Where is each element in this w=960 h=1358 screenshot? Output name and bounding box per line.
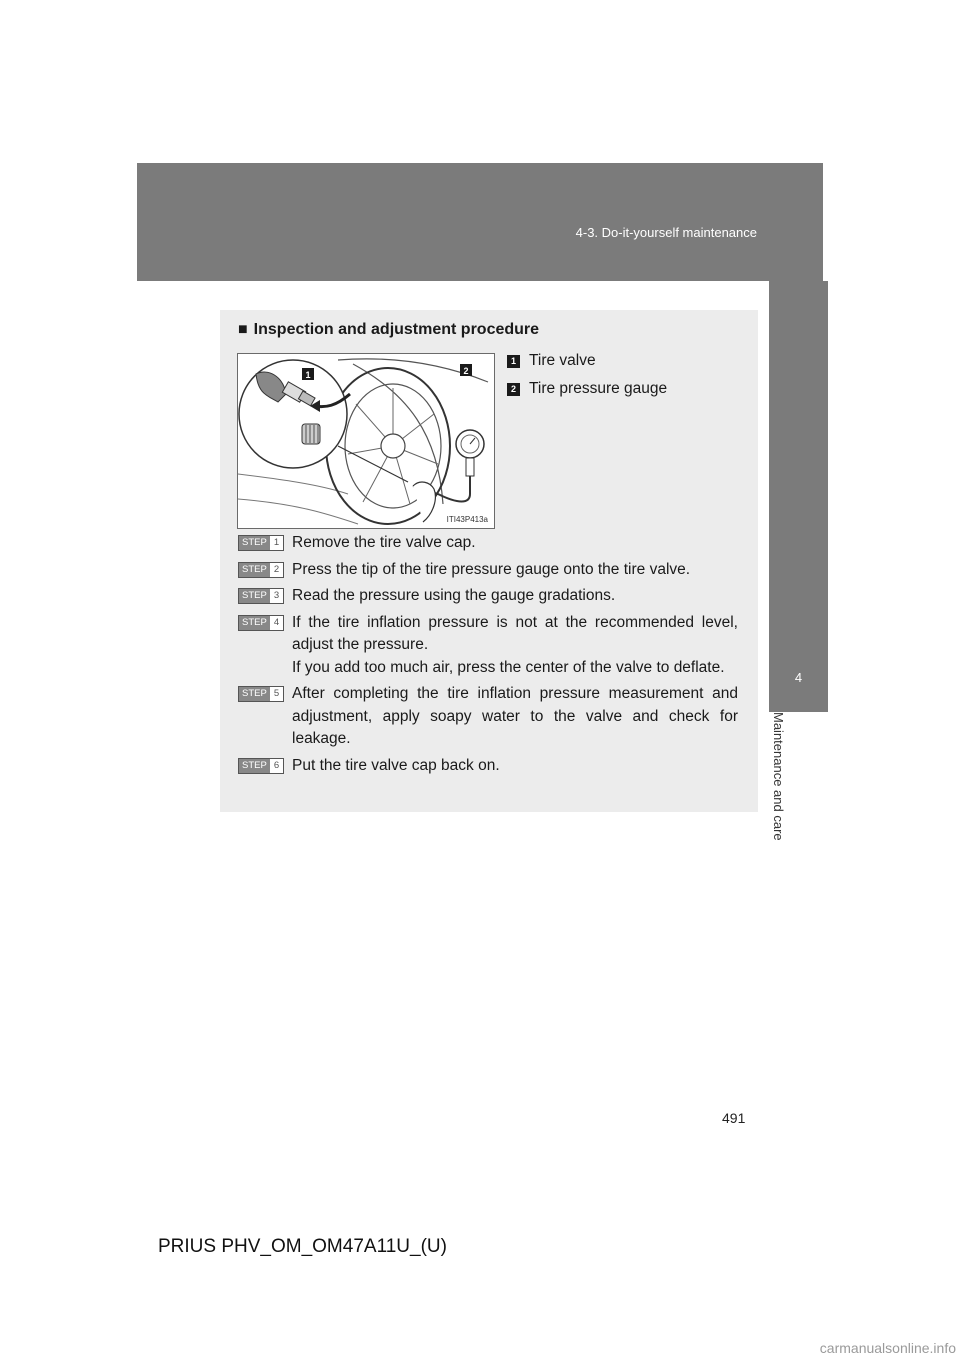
callout-1-number: 1	[305, 370, 311, 380]
step-tag: STEP 5	[238, 686, 284, 702]
step-text: After completing the tire inflation pressure measurement and adjustment, apply soapy water to the valve and check for leakage.	[292, 685, 738, 747]
tire-drawing	[238, 354, 494, 528]
step-text: Put the tire valve cap back on.	[292, 756, 500, 774]
chapter-label-container	[769, 712, 803, 872]
step-list	[238, 532, 738, 781]
step-tag: STEP 1	[238, 535, 284, 551]
heading-text: Inspection and adjustment procedure	[253, 321, 540, 338]
legend-badge: 2	[507, 383, 520, 396]
content-box	[220, 310, 758, 812]
section-heading	[238, 321, 539, 339]
legend-item	[507, 379, 667, 399]
tire-illustration	[237, 353, 495, 529]
step-tag: STEP 2	[238, 562, 284, 578]
page-number: 491	[722, 1110, 746, 1126]
step-item	[238, 683, 738, 751]
step-text: Remove the tire valve cap.	[292, 534, 476, 551]
document-id: PRIUS PHV_OM_OM47A11U_(U)	[158, 1236, 447, 1257]
step-item	[238, 612, 738, 680]
legend-text: Tire valve	[529, 352, 596, 369]
step-tag: STEP 3	[238, 588, 284, 604]
step-tag: STEP 4	[238, 615, 284, 631]
chapter-tab[interactable]	[769, 281, 828, 712]
illustration-code: ITI43P413a	[446, 515, 488, 524]
section-title: 4-3. Do-it-yourself maintenance	[575, 225, 757, 240]
legend-badge: 1	[507, 355, 520, 368]
callout-2-number: 2	[463, 366, 469, 376]
illustration-legend	[507, 351, 667, 407]
step-tag: STEP 6	[238, 758, 284, 774]
legend-text: Tire pressure gauge	[529, 380, 668, 397]
step-text-note: If you add too much air, press the center of the valve to deflate.	[292, 658, 725, 676]
heading-marker: ■	[238, 321, 248, 338]
step-text: If the tire inflation pressure is not at the recommended level, adjust the pressure.	[292, 613, 738, 653]
step-item	[238, 559, 738, 582]
step-item	[238, 585, 738, 608]
step-text: Press the tip of the tire pressure gauge onto the tire valve.	[292, 560, 691, 578]
watermark: carmanualsonline.info	[819, 1340, 956, 1356]
chapter-label: Maintenance and care	[771, 712, 786, 841]
header-band	[137, 163, 823, 281]
step-text: Read the pressure using the gauge gradations.	[292, 587, 616, 604]
chapter-number: 4	[794, 670, 803, 685]
legend-item	[507, 351, 667, 371]
step-item	[238, 755, 738, 778]
step-item	[238, 532, 738, 555]
